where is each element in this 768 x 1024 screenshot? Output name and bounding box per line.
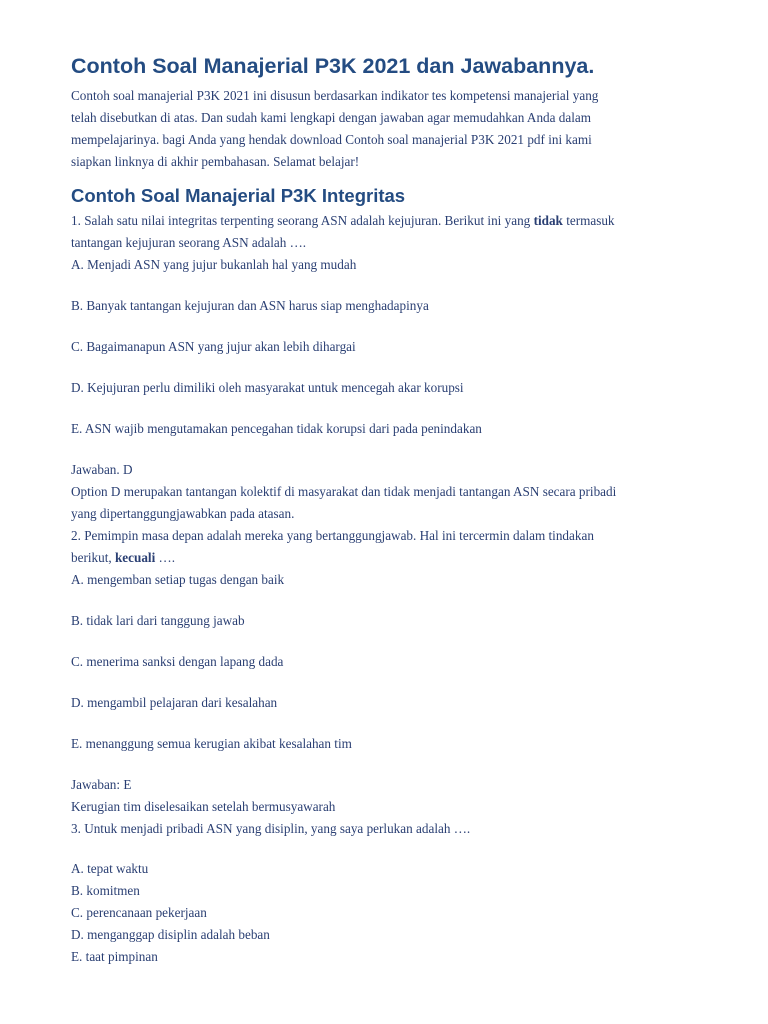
q1-emphasis: tidak bbox=[533, 213, 563, 228]
document-title: Contoh Soal Manajerial P3K 2021 dan Jawabannya. bbox=[71, 54, 595, 78]
q3-option-e: E. taat pimpinan bbox=[71, 949, 158, 964]
q1-option-d: D. Kejujuran perlu dimiliki oleh masyarakat untuk mencegah akar korupsi bbox=[71, 380, 464, 395]
q1-explanation-line: Option D merupakan tantangan kolektif di masyarakat dan tidak menjadi tantangan ASN secara pribadi bbox=[71, 484, 617, 499]
q1-answer: Jawaban. D bbox=[71, 462, 133, 477]
q3-option-c: C. perencanaan pekerjaan bbox=[71, 905, 207, 920]
q2-option-a: A. mengemban setiap tugas dengan baik bbox=[71, 572, 285, 587]
section-title: Contoh Soal Manajerial P3K Integritas bbox=[71, 185, 406, 206]
q1-option-a: A. Menjadi ASN yang jujur bukanlah hal yang mudah bbox=[71, 257, 357, 272]
q3-option-b: B. komitmen bbox=[71, 883, 140, 898]
q1-option-b: B. Banyak tantangan kejujuran dan ASN harus siap menghadapinya bbox=[71, 298, 429, 313]
q2-text-line1: 2. Pemimpin masa depan adalah mereka yang bertanggungjawab. Hal ini tercermin dalam tindakan bbox=[71, 528, 594, 543]
q3-option-d: D. menganggap disiplin adalah beban bbox=[71, 927, 270, 942]
q2-explanation: Kerugian tim diselesaikan setelah bermusyawarah bbox=[71, 799, 336, 814]
q3-text-line1: 3. Untuk menjadi pribadi ASN yang disiplin, yang saya perlukan adalah …. bbox=[71, 821, 471, 836]
q1-option-e: E. ASN wajib mengutamakan pencegahan tidak korupsi dari pada penindakan bbox=[71, 421, 482, 436]
q2-option-d: D. mengambil pelajaran dari kesalahan bbox=[71, 695, 278, 710]
q3-option-a: A. tepat waktu bbox=[71, 861, 149, 876]
q2-emphasis: kecuali bbox=[114, 550, 156, 565]
q1-text-line2: tantangan kejujuran seorang ASN adalah …. bbox=[71, 235, 307, 250]
intro-line: Contoh soal manajerial P3K 2021 ini disusun berdasarkan indikator tes kompetensi manajerial yang bbox=[71, 88, 599, 103]
intro-line: siapkan linknya di akhir pembahasan. Selamat belajar! bbox=[71, 154, 360, 169]
q2-option-b: B. tidak lari dari tanggung jawab bbox=[71, 613, 245, 628]
intro-line: telah disebutkan di atas. Dan sudah kami lengkapi dengan jawaban agar memudahkan Anda dalam bbox=[71, 110, 592, 125]
intro-line: mempelajarinya. bagi Anda yang hendak download Contoh soal manajerial P3K 2021 pdf ini kami bbox=[71, 132, 592, 147]
q1-explanation-line: yang dipertanggungjawabkan pada atasan. bbox=[71, 506, 295, 521]
q1-text-line1: 1. Salah satu nilai integritas terpenting seorang ASN adalah kejujuran. Berikut ini yang tidak termasuk bbox=[71, 213, 615, 228]
q2-answer: Jawaban: E bbox=[71, 777, 132, 792]
q2-option-c: C. menerima sanksi dengan lapang dada bbox=[71, 654, 284, 669]
q2-text-line2: berikut, kecuali …. bbox=[71, 550, 176, 565]
q1-option-c: C. Bagaimanapun ASN yang jujur akan lebih dihargai bbox=[71, 339, 356, 354]
q2-option-e: E. menanggung semua kerugian akibat kesalahan tim bbox=[71, 736, 352, 751]
